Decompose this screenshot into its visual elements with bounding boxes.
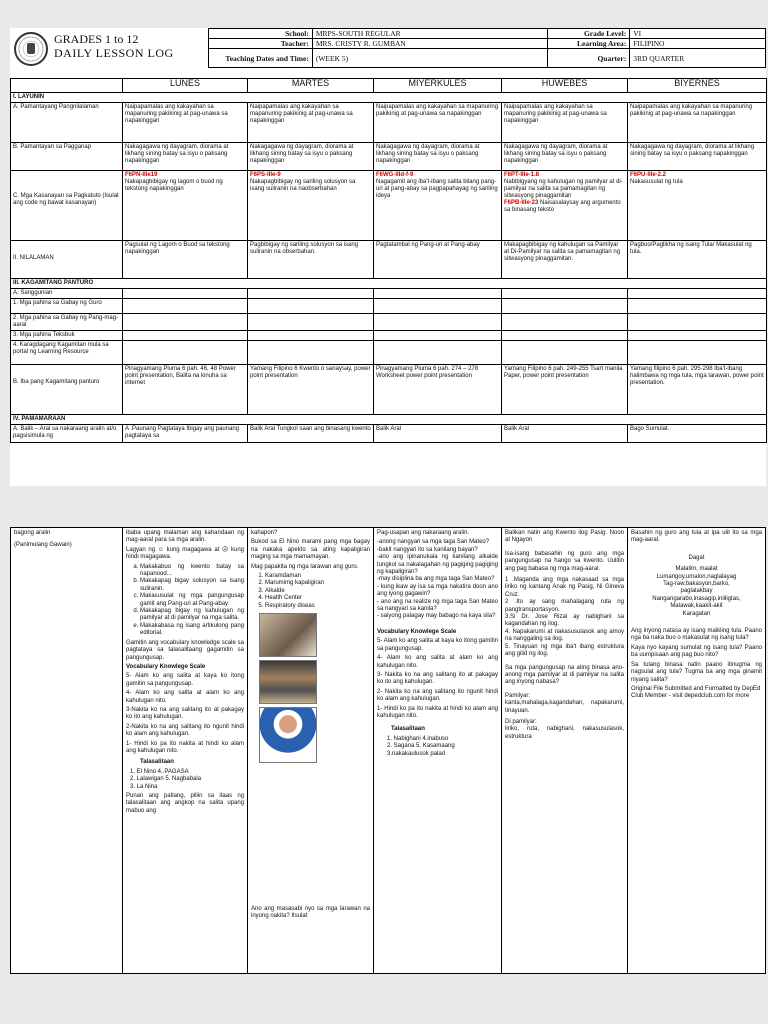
section-kagamitan: III. KAGAMITANG PANTURO <box>11 279 767 289</box>
label-text: bagong aralin <box>14 530 51 536</box>
brand-line-1: GRADES 1 to 12 <box>54 32 139 46</box>
pretest-list <box>126 564 244 638</box>
cell: Balik Aral Tungkol saan ang binasang kwento <box>248 425 374 443</box>
cell <box>374 171 502 241</box>
row-label: A. Sanggunian <box>11 289 123 299</box>
vks-title: Vocabulary Knowlege Scale <box>126 663 206 670</box>
deped-seal-icon <box>14 32 48 66</box>
label-column <box>10 527 122 974</box>
sick-person-photo <box>259 613 317 657</box>
text: Naisasalaysay ang argumento sa binasang teksto <box>504 200 621 213</box>
poem-line: Lumangoy,umalon,naglalayag <box>656 573 737 580</box>
text: Kaya nyo kayang sumulat ng isang tula? Paano ba uumpisaan ang pag buo nito? <box>631 644 762 659</box>
text: Basahin ng guro ang tula at ipa ulit ito sa mga mag-aaral. <box>631 530 762 544</box>
cell: Balik Aral <box>374 425 502 443</box>
row-label: 1. Mga pahina sa Gabay ng Guro <box>11 299 123 314</box>
poem-line: Malawak,kaakit-akit <box>670 603 723 610</box>
cell: Bago Sumulat. <box>628 425 767 443</box>
grade-value: VI <box>630 29 766 39</box>
text: 1. Nabighani 4.inabuso <box>387 735 449 742</box>
poem-line: Nangangarabo,inasagip,iniiligtas, <box>652 595 741 602</box>
text: 1- Hindi ko pa ito nakita at hindi ko alam ang kahulugan nito. <box>126 740 244 754</box>
school-value: MRPS-SOUTH REGULAR <box>312 29 548 39</box>
list-item: 2. Marumimg kapaligiran <box>265 580 370 587</box>
text: 2 .Ito ay sang mahalagang ruta ng pangtransportasyon. <box>505 599 624 613</box>
poem-line: Karagatan <box>682 610 711 617</box>
text: 5- Alam ko ang salita at kaya ko itong gamitin sa pangungusap. <box>126 673 244 687</box>
cell: Yamang filipino 6 pah. 295-298 Iba't-ibang halimbawa ng mga tula, mga larawan, power point presentation. <box>628 365 767 415</box>
cell: Nakagagawa ng dayagram, diorama at likhang sining batay sa isyu o paksang napakinggan <box>502 143 628 171</box>
text: liriko, ruta, nabighani, nakasusulasok, estruktura <box>505 726 624 740</box>
cell: Makapagbibigay ng kahulugan sa Pamilyar at Di-Pamilyar na salita sa pamamagitan ng sitwasyong pinaggamitan. <box>502 241 628 279</box>
dll-table <box>10 78 767 443</box>
text: Sa tulang binasa natin paano itinugma ng nagsulat ang tula? Tugma ba ang mga ginamit niyang salita? <box>631 661 762 683</box>
text: 2-Nakita ko na ang salitang ito ngunit hindi ko alam ang kahulugan. <box>126 723 244 738</box>
huwebes-column <box>501 527 627 974</box>
row-label: A. Balik – Aral sa nakaraang aralin at/o pagsisimula ng <box>11 425 123 443</box>
row-label: 2. Mga pahina sa Gabay ng Pang-mag-aaral <box>11 314 123 331</box>
text: 1. El Nino 4..PAGASA <box>130 768 189 775</box>
text: Ang inyong natasa ay isang maikling tula. Paano nga ba naka buo o makasulat ng isang tula? <box>631 628 762 642</box>
corner-cell <box>11 79 123 93</box>
dates-label: Teaching Dates and Time: <box>209 49 313 68</box>
poem-line: paglalakbay <box>680 588 713 595</box>
cell: Naipapamalas ang kakayahan sa mapanuring pakikinig at pag-unawa sa napakinggan <box>374 103 502 143</box>
cell <box>123 171 248 241</box>
text: Gamitin ang vocabulary knowledge scale sa pagtataya sa talasalitaang gagamitin sa pangungusap. <box>126 639 244 661</box>
school-label: School: <box>209 29 313 39</box>
cell: Pagsulat ng Lagom o Buod sa tekstong napakinggan <box>123 241 248 279</box>
text: 3- Nakita ko na ang salitang ito at pakagay ko ito ang kahulugan. <box>377 671 498 686</box>
cell: Nakagagawa ng dayagram, diorama at likhang sining batay sa isyu o paksang napakinggan <box>374 143 502 171</box>
text: Nakapagbibigay ng lagom o buod ng tekstong napakinggan <box>125 179 223 192</box>
cell <box>248 171 374 241</box>
section-pamamaraan: IV. PAMAMARAAN <box>11 415 767 425</box>
cell: Naipapamalas ang kakayahan sa mapanuring pakikinig at pag-unawa sa napakinggan <box>248 103 374 143</box>
text: Punan ang patlang, piliin sa itaas ng talasalitaan ang angkop na salita upang mabuo ang <box>126 793 244 814</box>
page-2-columns <box>10 527 766 974</box>
cell: Yamang Filipino 6 Kwento o sanaysay, power point presentation <box>248 365 374 415</box>
cell: Nakagagawa ng dayagram, diorama at likhang sining batay sa isyu o paksang napakinggan <box>628 143 767 171</box>
code: F6WG-IIId-f-9 <box>376 172 414 178</box>
row-label: 3. Mga pahina Teksbuk <box>11 331 123 341</box>
label-text: (Panimulang Gawain) <box>14 542 72 549</box>
picture-list <box>251 573 370 610</box>
cell: Nakagagawa ng dayagram, diorama at likhang sining batay sa isyu o paksang napakinggan <box>123 143 248 171</box>
martes-column <box>247 527 373 974</box>
text: Mag papakita ng mga larawan ang guro. <box>251 563 359 570</box>
cell: Naipapamalas ang kakayahan sa mapanuring pakikinig at pag-unawa sa napakinggan <box>628 103 767 143</box>
list-item: e. Makakabasa ng isang artikulong pang editorial. <box>140 623 244 638</box>
section-nilalaman: II. NILALAMAN <box>11 241 123 279</box>
text: -bakit nangyari ito sa kanilang bayan? <box>377 546 478 553</box>
text: kahapon? <box>251 530 278 536</box>
day-biyernes: BIYERNES <box>628 79 767 93</box>
text: Lagyan ng ☺ kung magagawa at ☹ kung hindi magagawa. <box>126 546 244 561</box>
cell: Balik Aral <box>502 425 628 443</box>
row-label: 4. Karagdagang Kagamitan mula sa portal ng Learning Resource <box>11 341 123 365</box>
quarter-value: 3RD QUARTER <box>630 49 766 68</box>
day-martes: MARTES <box>248 79 374 93</box>
text: 2- Nakita ko na ang salitang ito ngunit hindi ko alam ang kahulugan. <box>377 688 498 703</box>
text: 2. Lalawigan 5. Nagbabala <box>130 776 202 783</box>
text: Sa mga pangungusap na ating binasa ano- anong mga pamilyar at di pamilyar na salita ang inyong nabasa? <box>505 664 624 686</box>
cell: Pagbibigay ng sariling solusyon sa isang suliranin na obserbahan. <box>248 241 374 279</box>
list-item: d. Makakapag bigay ng kahulugan ng pamilyar at di pamilyar na mga salita. <box>140 608 244 623</box>
poem-line: Malalim, maalat <box>675 566 718 573</box>
dll-page-2 <box>10 527 766 974</box>
quarter-label: Quarter: <box>548 49 630 68</box>
text: Bukod sa El Nino marami pang mga bagay na nakaka apekto sa ating kapaligiran maging sa mga mamamayan. <box>251 539 370 561</box>
code: F6PT-IIIe-1.8 <box>504 172 540 178</box>
teacher-value: MRS. CRISTY R. GUMBAN <box>312 39 548 49</box>
text: Nagagamit ang iba't-ibang salita bilang pang-uri at pang-abay sa pagpapahayag ng sariling ideya <box>376 179 498 199</box>
text: Nakasusulat ng tula <box>630 179 683 185</box>
info-table <box>208 28 766 68</box>
spacer <box>251 766 370 906</box>
row-label: B. Pamantayan sa Pagganap <box>11 143 123 171</box>
brand-title <box>54 32 174 60</box>
talasalitaan-title: Talasalitaan <box>140 759 174 766</box>
dll-page-1 <box>10 28 766 486</box>
cell: Naipapamalas ang kakayahan sa mapanuring pakikinig at pag-unawa sa napakinggan <box>123 103 248 143</box>
code: F6PN-IIIe19 <box>125 172 158 178</box>
text: 5. Tinayuan ng mga iba't ibang estruktura ang gilid ng ilog. <box>505 643 624 658</box>
cell <box>628 171 767 241</box>
teacher-label: Teacher: <box>209 39 313 49</box>
area-value: FILIPINO <box>630 39 766 49</box>
text: 4- Alam ko ang salita at alam ko ang kahulugan nito. <box>126 690 244 704</box>
familiar-label: Pamilyar: <box>505 692 531 699</box>
text: Pag-usapan ang nakaraang aralin. <box>377 530 470 536</box>
brand-line-2: DAILY LESSON LOG <box>54 46 174 60</box>
poem-title: Dagat <box>688 554 705 561</box>
text: Isa-isang babasahin ng guro ang mga pangungusap na hango sa kwento. Uulitin ang pag babasa ng mga mag-aaral. <box>505 550 624 572</box>
unfamiliar-label: Di pamilyar: <box>505 718 537 725</box>
text: - saiyong palagay may babago na kaya sila? <box>377 613 496 620</box>
text: 2. Sagana 5. Kasamaang <box>387 743 455 750</box>
text: kanta,mahalaga,kagandahan, napakarumi, tinayuan. <box>505 700 624 714</box>
row-label: C. Mga Kasanayan sa Pagkatuto (Isulat ang code ng bawat kasanayan) <box>11 171 123 241</box>
list-item: 3. Alkalde <box>265 588 370 595</box>
text: Ano ang masasabi nyo sa mga larawan na inyong nakita? Itsulat <box>251 906 370 920</box>
cell: Pinagyamang Pluma 6 pah. 274 – 278 Worksheet power point presentation <box>374 365 502 415</box>
list-item: 4. Health Center <box>265 595 370 602</box>
code: F6PB-IIIe-23 <box>504 200 539 206</box>
cell <box>502 171 628 241</box>
day-huwebes: HUWEBES <box>502 79 628 93</box>
cell: Naipapamalas ang kakayahan sa mapanuring pakikinig at pag-unawa sa napakinggan <box>502 103 628 143</box>
text: 3. La Nina <box>130 783 158 790</box>
text: 3.Si Dr. Jose Rizal ay nabighani sa kagandahan ng ilog. <box>505 614 624 628</box>
text: - ano ang na realize ng mga taga San Mateo sa nangyari sa kanila? <box>377 598 498 613</box>
list-item: 5. Respiratory diseas <box>265 603 370 610</box>
header <box>10 28 766 72</box>
text: 4- Alam ko ang salita at alam ko ang kahulugan nito. <box>377 655 498 669</box>
row-label: A. Pamantayang Pangnilalaman <box>11 103 123 143</box>
grade-label: Grade Level: <box>548 29 630 39</box>
text: -ano ang ipinanukala ng kanilang alkalde tungkol sa nakalagahan ng pagiging pagiging ng kapaligiran? <box>377 554 498 576</box>
text: -anong nangyari sa mga taga San Mateo? <box>377 539 490 546</box>
code: F6PU-IIIe-2.2 <box>630 172 667 178</box>
area-label: Learning Area: <box>548 39 630 49</box>
cell: A .Paunang Pagtataya Ibigay ang paunang pagtataya sa <box>123 425 248 443</box>
text: Nabibigyang ng kahulugan ng pamilyar at di-pamilyar na salita sa pamamagitan ng sitwasyong pinaggamitan <box>504 179 623 199</box>
mayor-photo <box>259 707 317 763</box>
text: - kung ikaw ay isa sa mga nakatira doon ano ang iyong gagawin? <box>377 583 498 598</box>
text: 3-Nakita ko na ang salitang ito at pakagay ko ito ang kahulugan. <box>126 706 244 721</box>
text: Nakapagbibigay ng sariling solusyon sa isang suliranin na naobserbahan <box>250 179 356 192</box>
day-lunes: LUNES <box>123 79 248 93</box>
biyernes-column <box>627 527 766 974</box>
list-item: 1. Karamdaman <box>265 573 370 580</box>
section-layunin: I. LAYUNIN <box>11 93 767 103</box>
list-item: c. Makasusulat ng mga pangungusap gamit ang Pang-uri at Pang-abay. <box>140 593 244 608</box>
talasalitaan-title: Talasalitaan <box>391 726 425 733</box>
text: 1 .Maganda ang mga nakasaad sa mga liriko ng kantang Anak ng Pasig, Ni Gineva Cruz. <box>505 577 624 598</box>
row-label: B. Iba pang Kagamitang panturo <box>11 365 123 415</box>
cell: Pinagyamang Pluma 6 pah. 46, 48 Power point presentation, Balita na kinuha sa internet <box>123 365 248 415</box>
text: 1- Hindi ko pa ito nakita at hindi ko alam ang kahulugan nito. <box>377 705 498 719</box>
text: 4. Napakarumi at nakasusulasok ang amoy na nanggaling sa ilog. <box>505 628 624 643</box>
list-item: b. Makakapag bigay solusyon sa isang suliranin. <box>140 578 244 593</box>
dates-value: (WEEK 5) <box>312 49 548 68</box>
vks-title: Vocabulary Knowlege Scale <box>377 628 457 635</box>
cell: Yamang Filipino 6 pah. 249-255 Tsart manila Paper, power point presentation <box>502 365 628 415</box>
text: 5- Alam ko ang salita at kaya ko itong gamitin sa pangungusap. <box>377 638 498 652</box>
text: Balikan natin ang Kwento ilog Pasig: Noon at Ngayon <box>505 530 624 544</box>
code: F6PS-IIIe-9 <box>250 172 281 178</box>
cell: Pagtatambal ng Pang-uri at Pang-abay <box>374 241 502 279</box>
text: -may disiplina ba ang mga taga San Mateo? <box>377 576 495 583</box>
dirty-street-photo <box>259 660 317 704</box>
poem-line: Tag-raw,bakasyon,barko, <box>663 581 730 588</box>
cell: Nakagagawa ng dayagram, diorama at likhang sining batay sa isyu o paksang napakinggan <box>248 143 374 171</box>
lunes-column <box>122 527 247 974</box>
day-miyerkules: MIYERKULES <box>374 79 502 93</box>
text: 3.nakakaulusok palad <box>387 750 446 757</box>
list-item: a. Makakabuo ng kwento batay sa napanood… <box>140 564 244 579</box>
miyerkules-column <box>373 527 501 974</box>
cell: Pagbuo/Paglikha ng isang Tula/ Makasulat ng tula. <box>628 241 767 279</box>
credit-text: Original File Submitted and Formatted by DepEd Club Member - visit depedclub.com for more <box>631 685 761 700</box>
text: ibaba upang malaman ang kahandaan ng mag-aaral para sa mga aralin. <box>126 530 244 544</box>
